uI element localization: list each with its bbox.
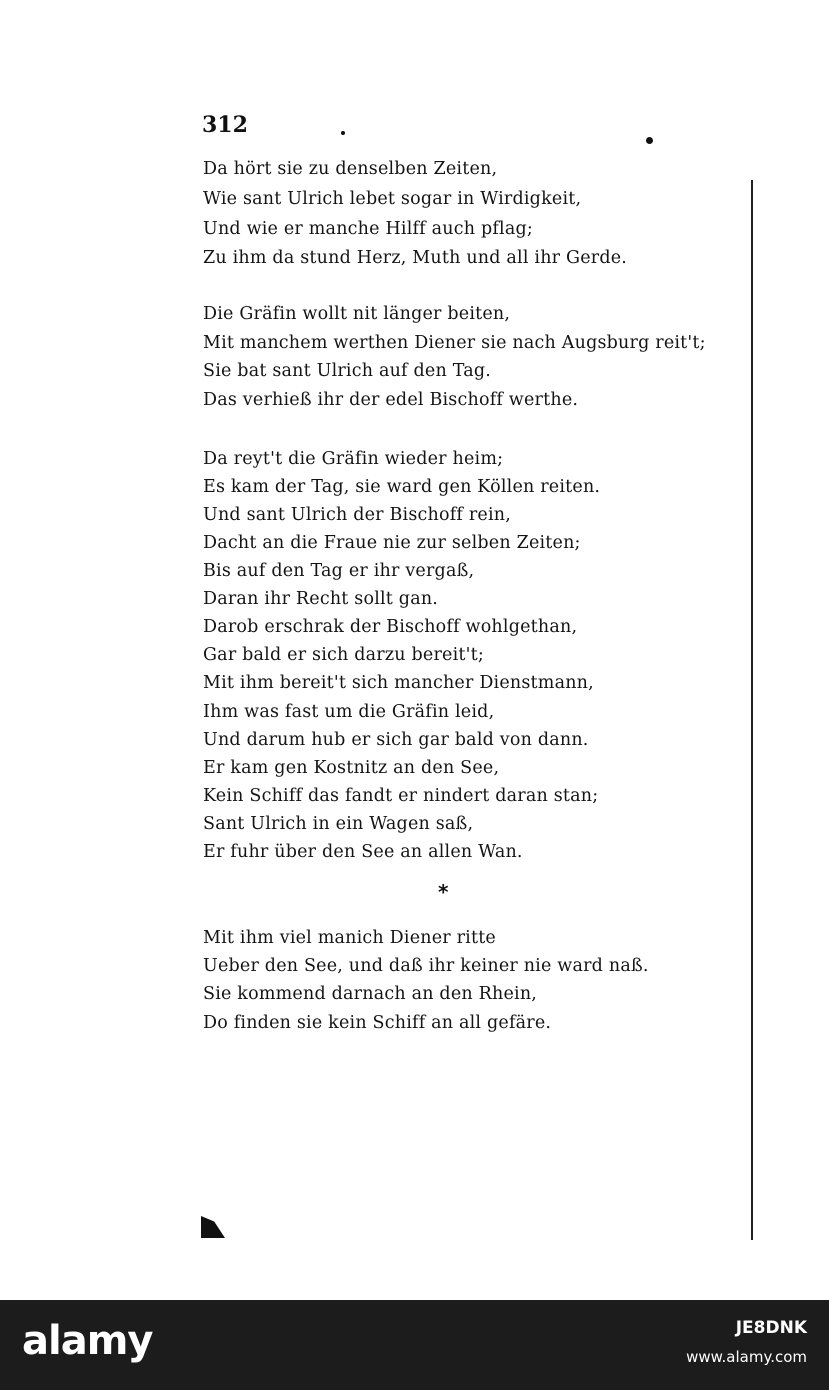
- verse-line: Er fuhr über den See an allen Wan.: [203, 842, 523, 862]
- printer-mark: [201, 1216, 225, 1238]
- alamy-logo: alamy: [22, 1318, 153, 1364]
- verse-line: Da reyt't die Gräfin wieder heim;: [203, 449, 504, 469]
- verse-line: Darob erschrak der Bischoff wohlgethan,: [203, 617, 578, 637]
- verse-line: Und wie er manche Hilff auch pflag;: [203, 219, 533, 239]
- verse-line: Sant Ulrich in ein Wagen saß,: [203, 814, 474, 834]
- verse-line: Es kam der Tag, sie ward gen Köllen reiten.: [203, 477, 601, 497]
- verse-line: Sie kommend darnach an den Rhein,: [203, 984, 538, 1004]
- verse-line: Daran ihr Recht sollt gan.: [203, 589, 439, 609]
- verse-line: Bis auf den Tag er ihr vergaß,: [203, 561, 475, 581]
- verse-line: Wie sant Ulrich lebet sogar in Wirdigkeit,: [203, 189, 582, 209]
- verse-line: Er kam gen Kostnitz an den See,: [203, 758, 500, 778]
- page-number: 312: [202, 112, 248, 138]
- site-url: www.alamy.com: [686, 1348, 807, 1366]
- verse-line: Dacht an die Fraue nie zur selben Zeiten;: [203, 533, 581, 553]
- verse-line: Mit ihm bereit't sich mancher Dienstmann,: [203, 673, 594, 693]
- section-separator: *: [438, 880, 449, 904]
- verse-line: Mit ihm viel manich Diener ritte: [203, 928, 496, 948]
- ink-speck: [646, 137, 653, 144]
- verse-line: Do finden sie kein Schiff an all gefäre.: [203, 1013, 552, 1033]
- ink-speck: [341, 131, 345, 135]
- verse-line: Das verhieß ihr der edel Bischoff werthe.: [203, 390, 579, 410]
- verse-line: Da hört sie zu denselben Zeiten,: [203, 159, 498, 179]
- verse-line: Und darum hub er sich gar bald von dann.: [203, 730, 589, 750]
- watermark-bar: [0, 1300, 829, 1390]
- verse-line: Gar bald er sich darzu bereit't;: [203, 645, 484, 665]
- verse-line: Ihm was fast um die Gräfin leid,: [203, 702, 495, 722]
- verse-line: Ueber den See, und daß ihr keiner nie ward naß.: [203, 956, 649, 976]
- verse-line: Und sant Ulrich der Bischoff rein,: [203, 505, 512, 525]
- page-edge-line: [751, 180, 753, 1240]
- verse-line: Mit manchem werthen Diener sie nach Augsburg reit't;: [203, 333, 706, 353]
- verse-line: Die Gräfin wollt nit länger beiten,: [203, 304, 511, 324]
- verse-line: Zu ihm da stund Herz, Muth und all ihr Gerde.: [203, 248, 628, 268]
- image-id: JE8DNK: [735, 1318, 807, 1338]
- verse-line: Sie bat sant Ulrich auf den Tag.: [203, 361, 492, 381]
- verse-line: Kein Schiff das fandt er nindert daran stan;: [203, 786, 599, 806]
